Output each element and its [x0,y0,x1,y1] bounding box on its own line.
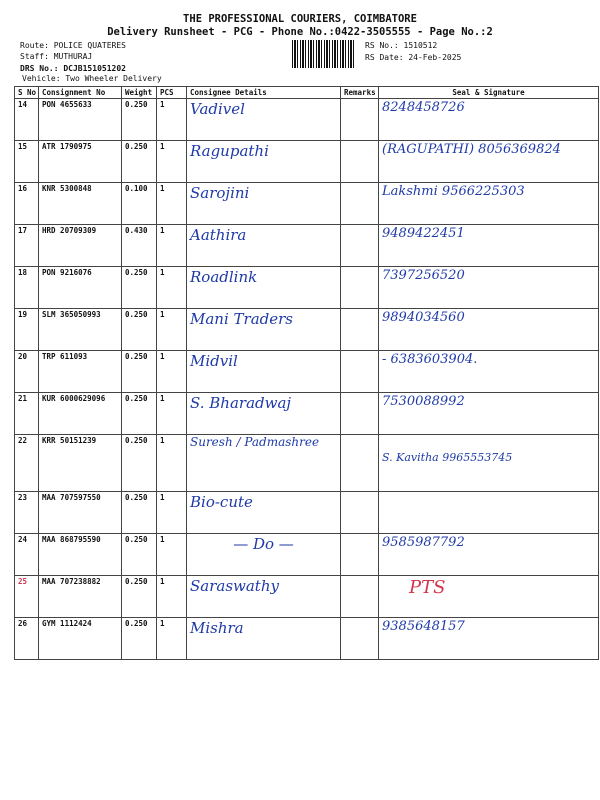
remarks [341,141,379,183]
consignment-no: MAA 707238882 [39,576,122,618]
signature: 8248458726 [379,99,599,141]
remarks [341,309,379,351]
barcode [292,40,354,68]
staff-label: Staff: MUTHURAJ [20,52,93,61]
sno: 23 [15,492,39,534]
weight: 0.250 [122,351,157,393]
pcs: 1 [157,99,187,141]
weight: 0.250 [122,576,157,618]
remarks [341,225,379,267]
remarks [341,183,379,225]
weight: 0.250 [122,393,157,435]
pcs: 1 [157,435,187,492]
col-consignee: Consignee Details [187,87,341,99]
sno: 16 [15,183,39,225]
sno: 26 [15,618,39,660]
consignment-no: MAA 868795590 [39,534,122,576]
remarks [341,618,379,660]
consignment-no: TRP 611093 [39,351,122,393]
signature: 9385648157 [379,618,599,660]
company-title: THE PROFESSIONAL COURIERS, COIMBATORE [183,13,417,25]
consignment-no: HRD 20709309 [39,225,122,267]
weight: 0.250 [122,492,157,534]
consignment-no: KUR 6000629096 [39,393,122,435]
consignment-no: KNR 5300848 [39,183,122,225]
consignee-details: Suresh / Padmashree [187,435,341,492]
signature: - 6383603904. [379,351,599,393]
signature: 9585987792 [379,534,599,576]
consignee-details: Ragupathi [187,141,341,183]
sno: 22 [15,435,39,492]
signature: (RAGUPATHI) 8056369824 [379,141,599,183]
pcs: 1 [157,309,187,351]
col-weight: Weight [122,87,157,99]
signature: S. Kavitha 9965553745 [379,435,599,492]
weight: 0.250 [122,618,157,660]
pcs: 1 [157,267,187,309]
table-row [15,225,599,267]
table-row [15,618,599,660]
table-row [15,141,599,183]
consignee-details: Saraswathy [187,576,341,618]
weight: 0.100 [122,183,157,225]
remarks [341,492,379,534]
remarks [341,351,379,393]
consignment-no: SLM 365050993 [39,309,122,351]
sno: 25 [15,576,39,618]
pcs: 1 [157,576,187,618]
table-row [15,183,599,225]
table-header-row [15,87,599,99]
consignment-no: GYM 1112424 [39,618,122,660]
pcs: 1 [157,534,187,576]
weight: 0.250 [122,309,157,351]
rs-number: RS No.: 1510512 [365,41,438,50]
runsheet-subtitle: Delivery Runsheet - PCG - Phone No.:0422-3505555 - Page No.:2 [107,26,493,38]
col-sno: S No [15,87,39,99]
remarks [341,267,379,309]
pcs: 1 [157,225,187,267]
consignment-no: PON 4655633 [39,99,122,141]
weight: 0.250 [122,435,157,492]
signature: 9894034560 [379,309,599,351]
consignment-no: KRR 50151239 [39,435,122,492]
table-row [15,351,599,393]
pcs: 1 [157,351,187,393]
signature: 7397256520 [379,267,599,309]
table-row [15,309,599,351]
sno: 21 [15,393,39,435]
signature: Lakshmi 9566225303 [379,183,599,225]
sno: 17 [15,225,39,267]
remarks [341,435,379,492]
consignee-details: — Do — [187,534,341,576]
weight: 0.250 [122,141,157,183]
remarks [341,534,379,576]
consignee-details: Sarojini [187,183,341,225]
table-row [15,393,599,435]
consignee-details: Bio-cute [187,492,341,534]
sno: 24 [15,534,39,576]
signature: 7530088992 [379,393,599,435]
weight: 0.250 [122,99,157,141]
rs-date: RS Date: 24-Feb-2025 [365,53,462,62]
pcs: 1 [157,183,187,225]
pcs: 1 [157,141,187,183]
remarks [341,576,379,618]
weight: 0.430 [122,225,157,267]
col-pcs: PCS [157,87,187,99]
sno: 20 [15,351,39,393]
col-signature: Seal & Signature [379,87,599,99]
sno: 18 [15,267,39,309]
signature: 9489422451 [379,225,599,267]
remarks [341,393,379,435]
weight: 0.250 [122,267,157,309]
pcs: 1 [157,393,187,435]
table-row [15,435,599,492]
table-row [15,576,599,618]
consignment-no: ATR 1790975 [39,141,122,183]
col-remarks: Remarks [341,87,379,99]
table-row [15,99,599,141]
consignee-details: Roadlink [187,267,341,309]
remarks [341,99,379,141]
col-consignment: Consignment No [39,87,122,99]
route-label: Route: POLICE QUATERES [20,41,126,50]
weight: 0.250 [122,534,157,576]
table-row [15,492,599,534]
runsheet-table [14,86,599,660]
consignee-details: Mani Traders [187,309,341,351]
consignee-details: Aathira [187,225,341,267]
table-row [15,534,599,576]
signature: PTS [379,576,599,618]
sno: 19 [15,309,39,351]
sno: 14 [15,99,39,141]
signature [379,492,599,534]
consignment-no: MAA 707597550 [39,492,122,534]
consignee-details: Mishra [187,618,341,660]
consignee-details: Vadivel [187,99,341,141]
pcs: 1 [157,618,187,660]
consignment-no: PON 9216076 [39,267,122,309]
vehicle-label: Vehicle: Two Wheeler Delivery [22,74,162,83]
pcs: 1 [157,492,187,534]
consignee-details: Midvil [187,351,341,393]
table-row [15,267,599,309]
drs-label: DRS No.: DCJB151051202 [20,64,126,73]
sno: 15 [15,141,39,183]
consignee-details: S. Bharadwaj [187,393,341,435]
